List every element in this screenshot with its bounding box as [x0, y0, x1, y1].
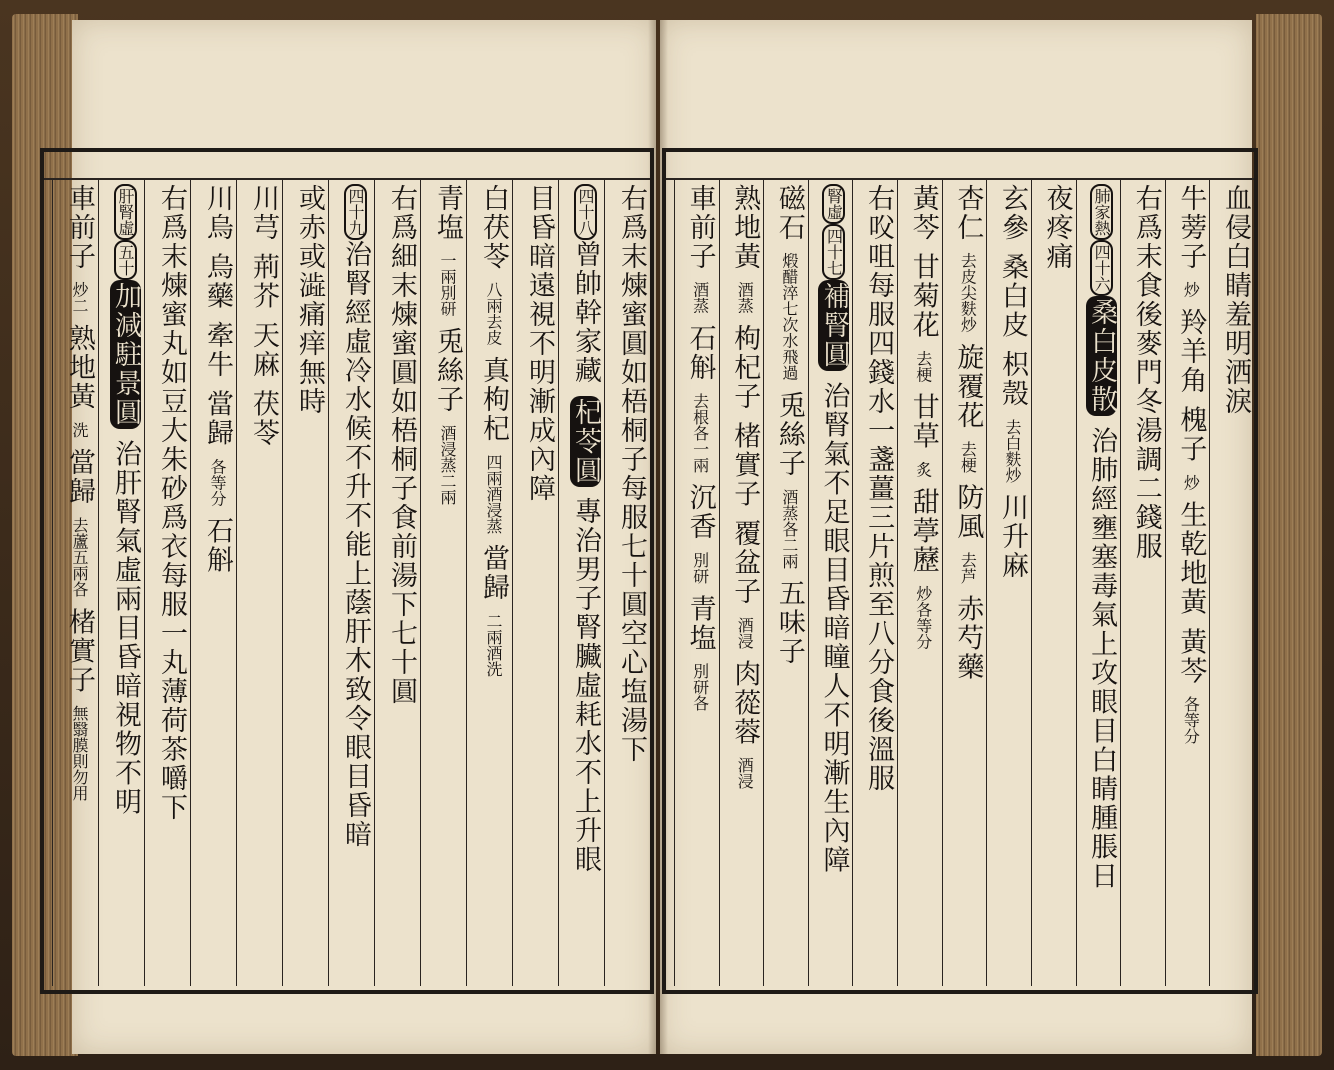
- left-column: [466, 178, 512, 986]
- text-run: 桑白皮: [996, 252, 1028, 340]
- right-column: [719, 178, 764, 986]
- category-tag: 腎虛: [822, 184, 845, 224]
- right-column: [1031, 178, 1076, 986]
- annotation: 去蘆五兩各: [70, 516, 89, 597]
- section-number: 四十六: [1090, 240, 1113, 296]
- text-run: 楮實子: [729, 421, 761, 509]
- text-run: 防風: [952, 483, 984, 542]
- column-text: [101, 184, 144, 817]
- left-column: [282, 178, 328, 986]
- text-run: 右爲細末煉蜜圓如梧桐子食前湯下七十圓: [386, 184, 417, 706]
- text-run: 川升麻: [996, 493, 1028, 581]
- text-run: 羚羊角: [1175, 308, 1207, 396]
- text-run: 肉蓯蓉: [729, 659, 761, 747]
- annotation: 酒浸蒸二兩: [438, 424, 457, 505]
- annotation: 各等分: [1181, 696, 1201, 745]
- annotation: 炙: [913, 461, 933, 478]
- annotation: 煅醋淬七次水飛過: [779, 252, 799, 381]
- annotation: 八兩去皮: [484, 281, 503, 346]
- right-column: [763, 178, 808, 986]
- text-run: 烏藥: [202, 252, 233, 311]
- annotation: 炒: [1181, 281, 1201, 298]
- text-run: 黃芩: [907, 184, 939, 242]
- formula-name: 加減駐景圓: [110, 282, 141, 427]
- text-run: 天麻: [248, 321, 279, 380]
- annotation: 別研各: [690, 663, 710, 712]
- text-run: 或赤或澁痛痒無時: [294, 184, 325, 416]
- annotation: 洗: [70, 421, 89, 438]
- column-text: [1168, 184, 1210, 744]
- text-run: 牽牛: [202, 321, 233, 380]
- left-column: [190, 178, 236, 986]
- text-run: 車前子: [64, 184, 95, 271]
- text-run: 右爲末食後麥門冬湯調二錢服: [1130, 184, 1162, 561]
- right-column: [808, 178, 853, 986]
- text-run: 專治男子腎臟虛耗水不上升眼: [570, 497, 601, 875]
- column-text: [147, 184, 190, 822]
- text-run: 青塩: [684, 594, 716, 653]
- left-text-frame: [40, 148, 654, 994]
- text-run: 熟地黃: [64, 324, 95, 412]
- formula-name: 杞苓圓: [570, 397, 601, 485]
- column-text: [1123, 184, 1165, 561]
- annotation: 炒各等分: [913, 585, 933, 650]
- right-column: [852, 178, 897, 986]
- text-run: 當歸: [64, 448, 95, 507]
- left-column: [144, 178, 190, 986]
- column-text: [239, 184, 282, 448]
- section-number: 四十九: [344, 184, 367, 240]
- left-column: [236, 178, 282, 986]
- column-text: [377, 184, 420, 706]
- text-run: 車前子: [684, 184, 716, 271]
- column-text: [989, 184, 1031, 580]
- text-run: 赤芍藥: [952, 594, 984, 682]
- column-text: [766, 184, 808, 666]
- category-tag: 肺家熱: [1090, 184, 1113, 240]
- left-column: [374, 178, 420, 986]
- text-run: 右爲末煉蜜圓如梧桐子每服七十圓空心塩湯下: [616, 184, 647, 764]
- annotation: 各等分: [208, 458, 227, 507]
- column-text: [1034, 184, 1076, 271]
- section-number: 四十七: [822, 224, 845, 280]
- annotation: 去皮尖麩炒: [958, 252, 978, 333]
- text-run: 枳殼: [996, 350, 1028, 409]
- column-text: [331, 184, 374, 849]
- right-column: [674, 178, 719, 986]
- text-run: 槐子: [1175, 405, 1207, 464]
- column-text: [945, 184, 987, 682]
- column-text: [677, 184, 719, 711]
- text-run: 治肺經壅塞毒氣上攻眼目白睛腫脹日: [1086, 426, 1118, 891]
- left-column: [420, 178, 466, 986]
- left-column: [558, 178, 604, 986]
- annotation: 酒浸: [735, 616, 755, 649]
- right-text-frame: [662, 148, 1258, 994]
- text-run: 白茯苓: [478, 184, 509, 271]
- text-run: 玄參: [996, 184, 1028, 242]
- page-block-right: [1256, 14, 1322, 1056]
- section-number: 四十八: [574, 184, 597, 240]
- annotation: 去芦: [958, 551, 978, 584]
- text-run: 甜葶藶: [907, 487, 939, 575]
- column-text: [900, 184, 942, 650]
- text-run: 右㕮咀每服四錢水一盞薑三片煎至八分食後溫服: [863, 184, 895, 793]
- annotation: 炒二: [70, 281, 89, 314]
- column-text: [423, 184, 466, 505]
- left-column: [98, 178, 144, 986]
- right-column: [986, 178, 1031, 986]
- annotation: 炒: [1181, 474, 1201, 491]
- text-run: 夜疼痛: [1041, 184, 1073, 271]
- formula-name: 桑白皮散: [1086, 298, 1118, 414]
- text-run: 黃芩: [1175, 627, 1207, 686]
- formula-name: 補腎圓: [818, 282, 850, 369]
- text-run: 磁石: [773, 184, 805, 242]
- column-text: [285, 184, 328, 416]
- annotation: 酒浸: [735, 757, 755, 790]
- text-run: 覆盆子: [729, 519, 761, 607]
- annotation: 酒蒸各二兩: [779, 488, 799, 569]
- annotation: 去梗: [958, 440, 978, 473]
- column-text: [561, 184, 604, 874]
- right-column: [1165, 178, 1210, 986]
- left-frame-top-band: [44, 152, 650, 180]
- left-column: [604, 178, 650, 986]
- annotation: 二兩酒洗: [484, 612, 503, 677]
- text-run: 旋覆花: [952, 343, 984, 431]
- annotation: 四兩酒浸蒸: [484, 453, 503, 534]
- text-run: 杏仁: [952, 184, 984, 242]
- column-text: [722, 184, 764, 789]
- text-run: 右爲末煉蜜丸如豆大朱砂爲衣每服一丸薄荷茶嚼下: [156, 184, 187, 822]
- right-column: [942, 178, 987, 986]
- text-run: 真枸杞: [478, 356, 509, 444]
- text-run: 當歸: [478, 544, 509, 603]
- annotation: 一兩別研: [438, 252, 457, 317]
- text-run: 兎絲子: [432, 327, 463, 415]
- category-tag: 肝腎虛: [114, 184, 137, 240]
- left-column: [52, 178, 98, 986]
- text-run: 甘草: [907, 392, 939, 451]
- column-text: [1079, 184, 1121, 891]
- text-run: 川烏: [202, 184, 233, 242]
- text-run: 沉香: [684, 483, 716, 542]
- text-run: 茯苓: [248, 389, 279, 448]
- annotation: 去根各一兩: [690, 392, 710, 473]
- annotation: 去梗: [913, 350, 933, 383]
- column-text: [515, 184, 558, 503]
- text-run: 兎絲子: [773, 391, 805, 479]
- text-run: 治腎氣不足眼目昏暗瞳人不明漸生內障: [818, 381, 850, 875]
- column-text: [811, 184, 853, 875]
- right-column: [1209, 178, 1254, 986]
- column-text: [607, 184, 650, 764]
- text-run: 熟地黃: [729, 184, 761, 271]
- column-text: [55, 184, 98, 801]
- text-run: 石斛: [684, 324, 716, 383]
- text-run: 石斛: [202, 516, 233, 575]
- text-run: 治肝腎氣虛兩目昏暗視物不明: [110, 439, 141, 817]
- text-run: 甘菊花: [907, 252, 939, 340]
- text-run: 楮實子: [64, 607, 95, 695]
- text-run: 青塩: [432, 184, 463, 242]
- text-run: 治腎經虛冷水候不升不能上蔭肝木致令眼目昏暗: [340, 240, 371, 849]
- column-text: [1212, 184, 1254, 416]
- right-column: [1120, 178, 1165, 986]
- text-run: 枸杞子: [729, 324, 761, 412]
- text-run: 荊芥: [248, 252, 279, 311]
- text-run: 生乾地黃: [1175, 500, 1207, 617]
- text-run: 曾帥幹家藏: [570, 240, 601, 385]
- annotation: 酒蒸: [690, 281, 710, 314]
- right-column: [1076, 178, 1121, 986]
- text-run: 牛蒡子: [1175, 184, 1207, 271]
- left-column: [328, 178, 374, 986]
- text-run: 血侵白睛羞明洒淚: [1220, 184, 1251, 416]
- column-text: [193, 184, 236, 575]
- text-run: 五味子: [773, 579, 805, 667]
- left-column: [512, 178, 558, 986]
- annotation: 去白麩炒: [1002, 418, 1022, 483]
- section-number: 五十: [114, 240, 137, 280]
- text-run: 目昏暗遠視不明漸成內障: [524, 184, 555, 503]
- annotation: 酒蒸: [735, 281, 755, 314]
- annotation: 無翳膜則勿用: [70, 705, 89, 802]
- text-run: 當歸: [202, 389, 233, 448]
- column-text: [855, 184, 897, 793]
- right-frame-top-band: [666, 152, 1254, 180]
- text-run: 川芎: [248, 184, 279, 242]
- column-text: [469, 184, 512, 677]
- annotation: 別研: [690, 551, 710, 584]
- right-column: [897, 178, 942, 986]
